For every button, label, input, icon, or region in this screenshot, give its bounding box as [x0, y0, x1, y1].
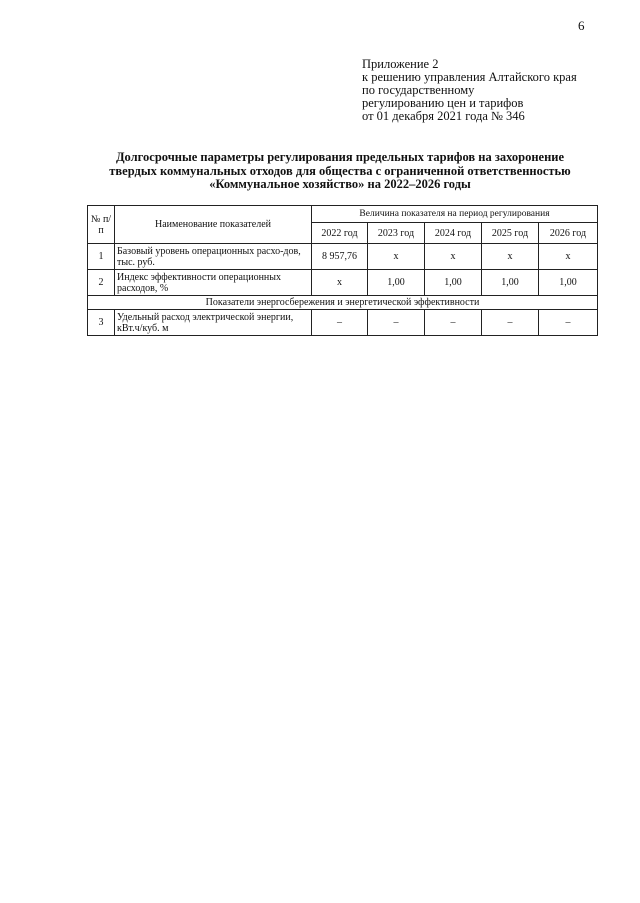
row-name: Удельный расход электрической энергии, кВт.ч/куб. м [115, 310, 312, 336]
row-value: х [425, 244, 482, 270]
annex-line: по государственному [362, 83, 475, 97]
row-value: 1,00 [368, 270, 425, 296]
table-row [88, 270, 598, 296]
row-value: 1,00 [539, 270, 598, 296]
row-value: – [425, 310, 482, 336]
header-num: № п/п [88, 206, 115, 244]
page-number: 6 [578, 18, 585, 33]
row-num: 2 [88, 270, 115, 296]
parameters-table [87, 205, 598, 336]
header-name: Наименование показателей [115, 206, 312, 244]
row-value: х [539, 244, 598, 270]
section-title: Показатели энергосбережения и энергетической эффективности [88, 296, 598, 310]
row-value: 1,00 [482, 270, 539, 296]
header-period: Величина показателя на период регулирования [312, 206, 598, 223]
header-year: 2025 год [482, 223, 539, 244]
title-line: «Коммунальное хозяйство» на 2022–2026 годы [209, 177, 471, 191]
row-value: – [368, 310, 425, 336]
header-year: 2026 год [539, 223, 598, 244]
row-num: 3 [88, 310, 115, 336]
row-value: – [539, 310, 598, 336]
annex-line: регулированию цен и тарифов [362, 96, 524, 110]
header-year: 2023 год [368, 223, 425, 244]
table-row [88, 244, 598, 270]
section-row [88, 296, 598, 310]
header-year: 2022 год [312, 223, 368, 244]
row-name: Базовый уровень операционных расхо-дов, тыс. руб. [115, 244, 312, 270]
row-value: х [368, 244, 425, 270]
row-value: х [312, 270, 368, 296]
annex-line: Приложение 2 [362, 57, 439, 71]
row-num: 1 [88, 244, 115, 270]
table-row [88, 310, 598, 336]
row-name: Индекс эффективности операционных расходов, % [115, 270, 312, 296]
row-value: х [482, 244, 539, 270]
row-value: – [482, 310, 539, 336]
annex-line: к решению управления Алтайского края [362, 70, 577, 84]
row-value: 8 957,76 [312, 244, 368, 270]
title-line: твердых коммунальных отходов для общества с ограниченной ответственностью [109, 163, 571, 178]
annex-line: от 01 декабря 2021 года № 346 [362, 109, 525, 123]
document-title [70, 151, 610, 192]
title-line: Долгосрочные параметры регулирования предельных тарифов на захоронение [115, 150, 565, 164]
annex-block [362, 58, 577, 123]
header-row [88, 206, 598, 223]
row-value: 1,00 [425, 270, 482, 296]
row-value: – [312, 310, 368, 336]
header-year: 2024 год [425, 223, 482, 244]
